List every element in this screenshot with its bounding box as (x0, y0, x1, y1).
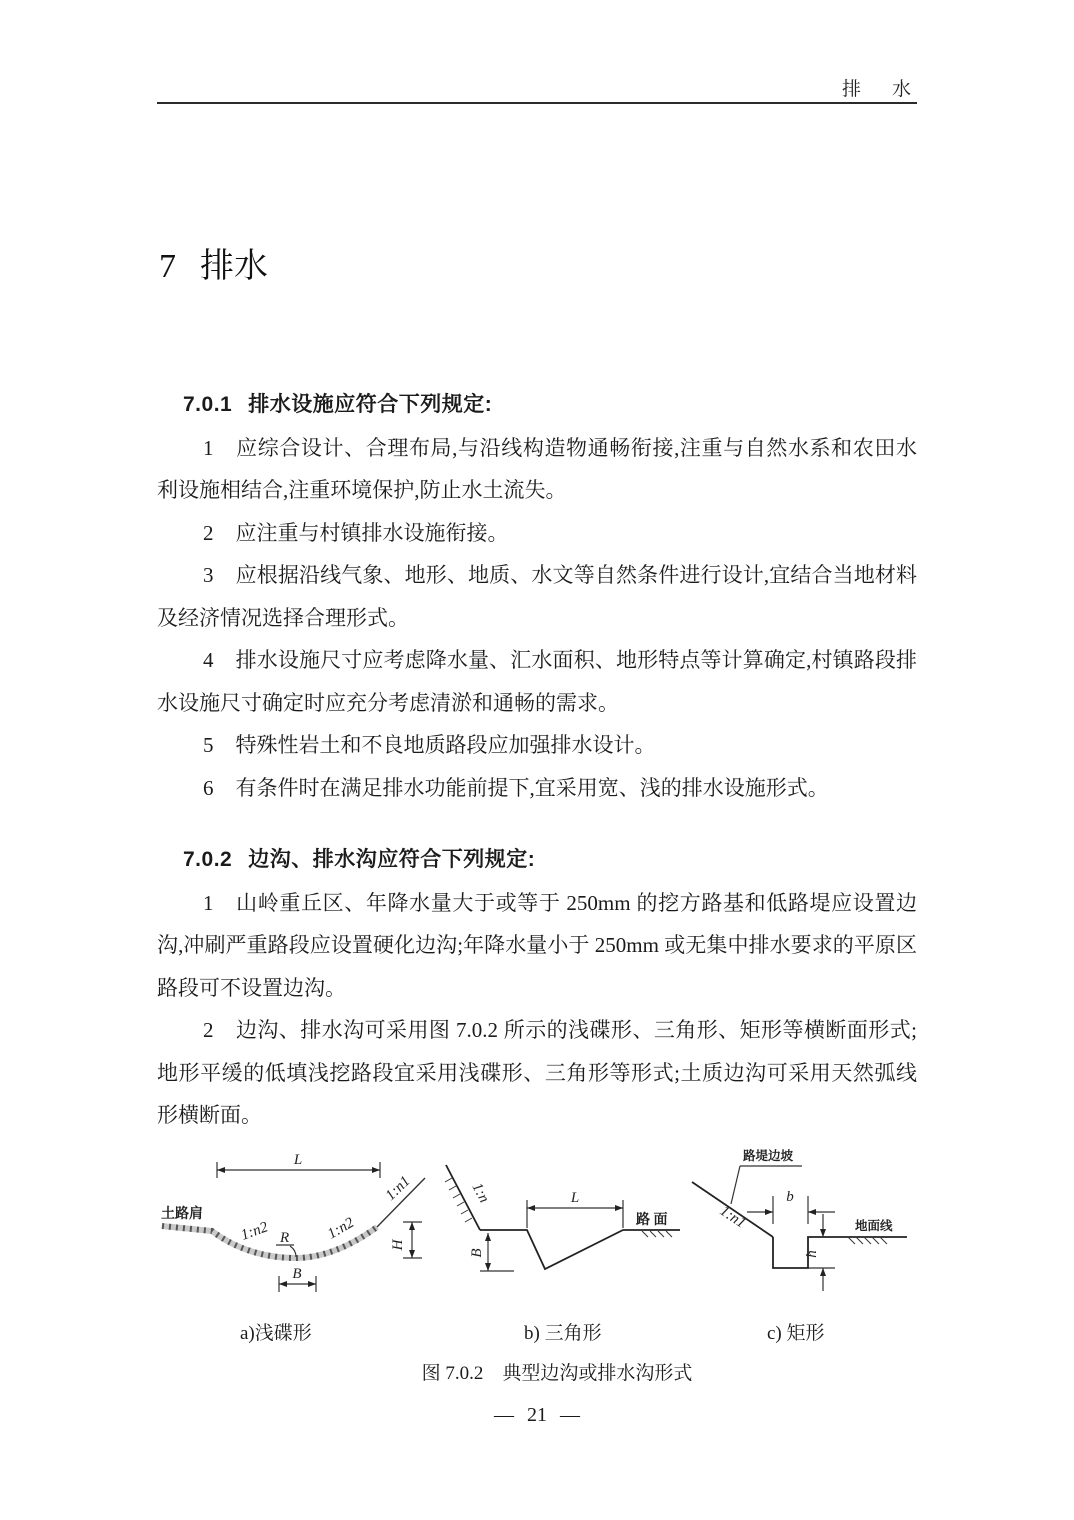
header-rule (157, 102, 917, 104)
channel-outline (480, 1230, 680, 1269)
label-leader (731, 1166, 740, 1204)
ground-line-label: 地面线 (855, 1219, 893, 1233)
channel-outline (773, 1237, 907, 1268)
clause-heading-701 (157, 384, 917, 427)
dim-label-B: B (469, 1248, 485, 1258)
embankment-slope-label: 路堤边坡 (743, 1149, 794, 1163)
item-number: 1 (203, 435, 214, 460)
item-text: 应综合设计、合理布局,与沿线构造物通畅衔接,注重与自然水系和农田水利设施相结合,注重环境保护,防止水土流失。 (157, 435, 917, 502)
chapter-name: 排水 (200, 248, 268, 285)
dim-label-B: B (292, 1266, 302, 1282)
figure-7-0-2 (155, 1138, 935, 1308)
item-number: 2 (203, 1018, 214, 1042)
item-text: 应根据沿线气象、地形、地质、水文等自然条件进行设计,宜结合当地材料及经济情况选择合理形式。 (157, 563, 917, 630)
clause-item (157, 767, 917, 810)
subcaption-c: c) 矩形 (767, 1323, 825, 1344)
dim-label-H: H (390, 1239, 406, 1251)
ground-hatching (642, 1231, 672, 1237)
road-label: 路 面 (636, 1213, 668, 1228)
item-number: 1 (203, 890, 214, 915)
body-content (157, 384, 917, 1137)
clause-number: 7.0.2 (183, 848, 233, 871)
page-number: — 21 — (494, 1404, 580, 1426)
clause-title: 边沟、排水沟应符合下列规定: (248, 848, 536, 871)
dim-label-b: b (786, 1189, 794, 1205)
item-text: 山岭重丘区、年降水量大于或等于 250mm 的挖方路基和低路堤应设置边沟,冲刷严重路段应设置硬化边沟;年降水量小于 250mm 或无集中排水要求的平原区路段可不设置边沟。 (157, 890, 917, 1000)
clause-item (157, 882, 917, 1010)
item-number: 6 (203, 775, 214, 800)
item-text: 边沟、排水沟可采用图 7.0.2 所示的浅碟形、三角形、矩形等横断面形式;地形平缓的低填浅挖路段宜采用浅碟形、三角形等形式;土质边沟可采用天然弧线形横断面。 (157, 1018, 917, 1127)
slope-label-left: 1:n2 (238, 1219, 271, 1244)
chapter-number: 7 (159, 248, 176, 285)
item-text: 排水设施尺寸应考虑降水量、汇水面积、地形特点等计算确定,村镇路段排水设施尺寸确定时应充分考虑清淤和通畅的需求。 (157, 648, 917, 715)
slope-label-cut: 1:n (468, 1180, 492, 1206)
slope-label-right: 1:n2 (325, 1214, 357, 1243)
radius-label: R (280, 1230, 290, 1246)
ground-hatching (848, 1237, 887, 1244)
subcaption-b: b) 三角形 (524, 1323, 602, 1344)
item-text: 特殊性岩土和不良地质路段应加强排水设计。 (235, 733, 656, 757)
item-text: 应注重与村镇排水设施衔接。 (235, 520, 509, 545)
slope-ratio-label: 1:n1 (716, 1203, 749, 1232)
dim-label-L: L (570, 1190, 580, 1206)
clause-number: 7.0.1 (183, 393, 233, 416)
diagram-rectangle (692, 1148, 907, 1291)
clause-item (157, 427, 917, 512)
clause-item (157, 1009, 917, 1137)
clause-item (157, 724, 917, 767)
item-number: 4 (203, 648, 214, 672)
chapter-title (159, 238, 268, 287)
shoulder-label: 土路肩 (161, 1207, 203, 1222)
item-number: 2 (203, 520, 214, 545)
subcaption-a: a)浅碟形 (240, 1323, 312, 1344)
figure-caption: 图 7.0.2 典型边沟或排水沟形式 (421, 1363, 693, 1384)
slope-label-cut: 1:n1 (382, 1173, 414, 1204)
dim-label-h: h (804, 1250, 820, 1258)
item-number: 3 (203, 563, 214, 587)
clause-item (157, 639, 917, 724)
dim-label-L: L (293, 1152, 303, 1168)
diagram-shallow-dish (161, 1152, 425, 1292)
ditch-diagrams-svg (155, 1138, 935, 1308)
clause-item (157, 554, 917, 639)
clause-item (157, 512, 917, 555)
diagram-triangle (445, 1165, 680, 1271)
slope-hatching (445, 1178, 472, 1222)
item-text: 有条件时在满足排水功能前提下,宜采用宽、浅的排水设施形式。 (235, 775, 829, 800)
item-number: 5 (203, 733, 214, 757)
running-header-title: 排 水 (841, 79, 917, 100)
clause-heading-702 (157, 839, 917, 882)
clause-title: 排水设施应符合下列规定: (248, 393, 493, 416)
